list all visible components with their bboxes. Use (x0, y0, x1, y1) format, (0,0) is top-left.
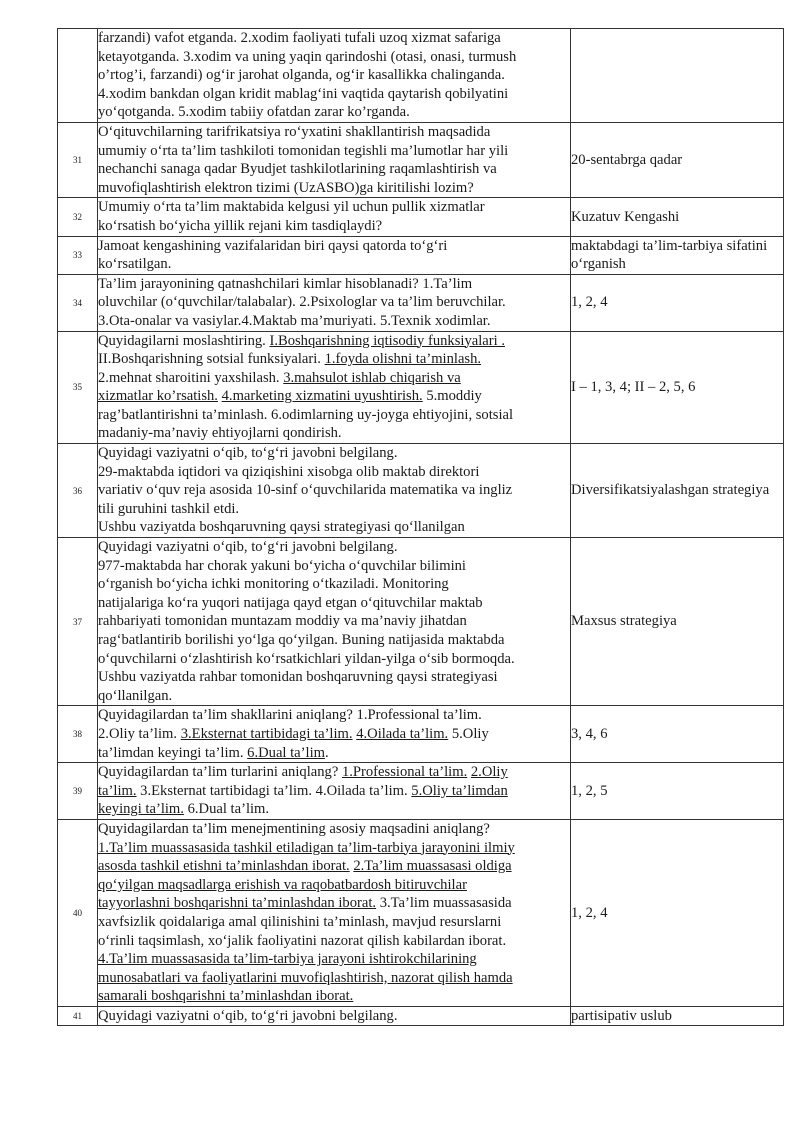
question-line (98, 160, 570, 179)
question-text (98, 331, 571, 444)
question-number: 41 (58, 1006, 98, 1026)
underlined-answer-option: 1.Ta’lim muassasasida tashkil etiladigan ta’lim-tarbiya jarayonini ilmiy (98, 839, 515, 856)
answer-cell: Kuzatuv Kengashi (571, 198, 784, 236)
table-row (58, 198, 784, 236)
question-text-segment: tili guruhini tashkil etdi. (98, 500, 240, 517)
question-line (98, 1007, 570, 1026)
question-line (98, 406, 570, 425)
question-line (98, 932, 570, 951)
question-line (98, 463, 570, 482)
answer-cell: maktabdagi ta’lim-tarbiya sifatini o‘rganish (571, 236, 784, 274)
question-line (98, 275, 570, 294)
question-number: 33 (58, 236, 98, 274)
question-line (98, 782, 570, 801)
question-text-segment: ko‘rsatish bo‘yicha yillik rejani kim tasdiqlaydi? (98, 217, 383, 234)
question-text (98, 29, 571, 123)
question-line (98, 650, 570, 669)
question-text-segment: II.Boshqarishning sotsial funksiyalari. (98, 351, 325, 368)
question-text-segment: 2.mehnat sharoitini yaxshilash. (98, 369, 284, 386)
question-text-segment: rag‘batlantirib borilishi yo‘lga qo‘yilgan. Buning natijasida maktabda (98, 632, 505, 648)
question-line (98, 969, 570, 988)
underlined-answer-option: 2.Ta’lim muassasasi oldiga (353, 858, 512, 875)
question-text-segment: Quyidagi vaziyatni o‘qib, to‘g‘ri javobni belgilang. (98, 539, 398, 556)
table-row (58, 236, 784, 274)
question-text-segment: Ta’lim jarayonining qatnashchilari kimlar hisoblanadi? 1.Ta’lim (98, 275, 473, 292)
underlined-answer-option: 5.Oliy ta’limdan (411, 782, 508, 799)
question-text-segment: 977-maktabda har chorak yakuni bo‘yicha o‘quvchilar bilimini (98, 557, 466, 574)
question-text-segment: 29-maktabda iqtidori va qiziqishini xisobga olib maktab direktori (98, 463, 480, 480)
underlined-answer-option: samarali boshqarishni ta’minlashdan iborat. (98, 988, 354, 1005)
answer-cell: 1, 2, 5 (571, 763, 784, 820)
question-line (98, 424, 570, 443)
underlined-answer-option: 2.Oliy (470, 764, 508, 781)
question-line (98, 312, 570, 331)
question-line (98, 668, 570, 687)
table-row (58, 331, 784, 444)
question-line (98, 950, 570, 969)
underlined-answer-option: I.Boshqarishning iqtisodiy funksiyalari . (269, 332, 505, 349)
question-line (98, 876, 570, 895)
question-line (98, 631, 570, 650)
question-text-segment: ta’limdan keyingi ta’lim. (98, 744, 248, 761)
question-text-segment: ketayotganda. 3.xodim va uning yaqin qarindoshi (otasi, onasi, turmush (98, 48, 517, 65)
questions-table (57, 28, 784, 1026)
underlined-answer-option: munosabatlari va faoliyatlarini muvofiqlashtirish, nazorat qilish hamda (98, 969, 513, 986)
answer-cell: I – 1, 3, 4; II – 2, 5, 6 (571, 331, 784, 444)
question-text (98, 198, 571, 236)
question-line (98, 142, 570, 161)
answer-cell: 1, 2, 4 (571, 274, 784, 331)
question-line (98, 179, 570, 198)
underlined-answer-option: 4.marketing xizmatini uyushtirish. (221, 388, 423, 405)
question-text-segment: O‘qituvchilarning tarifrikatsiya ro‘yxatini shakllantirish maqsadida (98, 123, 491, 140)
question-text-segment: rahbariyati tomonidan muntazam moddiy va ma’naviy jihatdan (98, 613, 467, 630)
question-line (98, 500, 570, 519)
question-line (98, 612, 570, 631)
underlined-answer-option: 3.Eksternat tartibidagi ta’lim. (180, 725, 353, 742)
question-text-segment: qo‘llanilgan. (98, 687, 173, 704)
question-line (98, 706, 570, 725)
answer-cell (571, 29, 784, 123)
question-line (98, 332, 570, 351)
question-number: 34 (58, 274, 98, 331)
question-text (98, 1006, 571, 1026)
question-line (98, 369, 570, 388)
underlined-answer-option: ta’lim. (98, 782, 137, 799)
question-text-segment: madaniy-ma’naviy ehtiyojlarni qondirish. (98, 425, 342, 442)
question-number: 39 (58, 763, 98, 820)
question-text-segment: 3.Ta’lim muassasasida (376, 895, 512, 912)
table-row (58, 444, 784, 538)
question-text-segment: ko‘rsatilgan. (98, 256, 172, 273)
question-line (98, 518, 570, 537)
question-text-segment: o‘quvchilarni o‘zlashtirish ko‘rsatkichlari yildan-yilga o‘sib bormoqda. (98, 650, 515, 667)
underlined-answer-option: 4.Ta’lim muassasasida ta’lim-tarbiya jarayoni ishtirokchilarining (98, 951, 477, 968)
question-text-segment: Quyidagilarni moslashtiring. (98, 332, 270, 349)
question-text-segment: 6.Dual ta’lim. (183, 801, 270, 818)
question-line (98, 538, 570, 557)
question-text-segment: Quyidagilardan ta’lim turlarini aniqlang? (98, 764, 342, 781)
answer-cell: 3, 4, 6 (571, 706, 784, 763)
question-line (98, 987, 570, 1006)
question-number: 40 (58, 819, 98, 1006)
question-line (98, 744, 570, 763)
question-text-segment: nechanchi sanaga qadar Byudjet tashkilotlarining raqamlashtirish va (98, 161, 497, 178)
question-number: 37 (58, 538, 98, 706)
question-text-segment: o‘rinli taqsimlash, xo‘jalik faoliyatini nazorat qilish kabilardan iborat. (98, 932, 507, 949)
question-line (98, 575, 570, 594)
questions-table-body (58, 29, 784, 1026)
answer-cell: partisipativ uslub (571, 1006, 784, 1026)
question-text-segment: Quyidagilardan ta’lim shakllarini aniqlang? 1.Professional ta’lim. (98, 707, 482, 724)
question-text-segment: Ushbu vaziyatda rahbar tomonidan boshqaruvning qaysi strategiyasi (98, 669, 498, 686)
question-line (98, 255, 570, 274)
question-text-segment: muvofiqlashtirish elektron tizimi (UzASBO)ga kiritilishi lozim? (98, 179, 474, 196)
question-line (98, 103, 570, 122)
table-row (58, 538, 784, 706)
question-line (98, 66, 570, 85)
table-row (58, 274, 784, 331)
underlined-answer-option: qo‘yilgan maqsadlarga erishish va raqobatbardosh bitiruvchilar (98, 876, 467, 893)
question-text-segment: 3.Ota-onalar va vasiylar.4.Maktab ma’muriyati. 5.Texnik xodimlar. (98, 312, 491, 329)
question-line (98, 687, 570, 706)
question-text-segment: 3.Eksternat tartibidagi ta’lim. 4.Oilada ta’lim. (136, 782, 412, 799)
question-number: 31 (58, 122, 98, 197)
table-row (58, 763, 784, 820)
question-text (98, 444, 571, 538)
question-text-segment: Quyidagi vaziyatni o‘qib, to‘g‘ri javobni belgilang. (98, 1007, 398, 1024)
question-text-segment: o‘rganish bo‘yicha ichki monitoring o‘tkaziladi. Monitoring (98, 576, 449, 593)
question-number: 38 (58, 706, 98, 763)
question-number: 32 (58, 198, 98, 236)
question-line (98, 857, 570, 876)
question-line (98, 820, 570, 839)
question-number (58, 29, 98, 123)
question-text-segment: 4.xodim bankdan olgan kridit mablag‘ini vaqtida qaytarish qobilyatini (98, 85, 509, 102)
underlined-answer-option: xizmatlar ko’rsatish. (98, 388, 218, 405)
underlined-answer-option: keyingi ta’lim. (98, 801, 184, 818)
question-line (98, 48, 570, 67)
answer-cell: Maxsus strategiya (571, 538, 784, 706)
question-line (98, 481, 570, 500)
question-text (98, 763, 571, 820)
question-text-segment: farzandi) vafot etganda. 2.xodim faoliyati tufali uzoq xizmat safariga (98, 30, 501, 46)
question-text-segment: oluvchilar (o‘quvchilar/talabalar). 2.Psixologlar va ta’lim beruvchilar. (98, 294, 506, 311)
question-line (98, 350, 570, 369)
question-line (98, 29, 570, 48)
question-line (98, 85, 570, 104)
question-text-segment: o’rtog’i, farzandi) og‘ir jarohat olganda, og‘ir kasallikka chalinganda. (98, 67, 505, 84)
underlined-answer-option: 4.Oilada ta’lim. (356, 725, 449, 742)
question-text-segment: Umumiy o‘rta ta’lim maktabida kelgusi yil uchun pullik xizmatlar (98, 199, 485, 216)
question-line (98, 217, 570, 236)
question-text (98, 706, 571, 763)
question-text (98, 274, 571, 331)
question-text-segment: rag’batlantirishni ta’minlash. 6.odimlarning uy-joyga ehtiyojini, sotsial (98, 406, 514, 423)
question-line (98, 594, 570, 613)
underlined-answer-option: tayyorlashni boshqarishni ta’minlashdan iborat. (98, 895, 377, 912)
question-line (98, 293, 570, 312)
underlined-answer-option: 6.Dual ta’lim (247, 744, 325, 761)
underlined-answer-option: 1.foyda olishni ta’minlash. (324, 351, 482, 368)
question-text-segment: . (324, 744, 329, 761)
question-line (98, 198, 570, 217)
question-line (98, 913, 570, 932)
table-row (58, 819, 784, 1006)
table-row (58, 29, 784, 123)
question-text-segment: Ushbu vaziyatda boshqaruvning qaysi strategiyasi qo‘llanilgan (98, 519, 465, 536)
question-text-segment: yo‘qotganda. 5.xodim tabiiy ofatdan zarar ko’rganda. (98, 104, 410, 121)
underlined-answer-option: 1.Professional ta’lim. (341, 764, 468, 781)
question-line (98, 800, 570, 819)
question-text-segment: Quyidagilardan ta’lim menejmentining asosiy maqsadini aniqlang? (98, 820, 490, 837)
question-text (98, 122, 571, 197)
question-line (98, 387, 570, 406)
question-text-segment: natijalariga ko‘ra yuqori natijaga qayd etgan o‘qituvchilar maktab (98, 594, 483, 611)
question-text-segment: xavfsizlik qoidalariga amal qilinishini ta’minlash, mavjud resurslarni (98, 913, 502, 930)
table-row (58, 706, 784, 763)
table-row (58, 122, 784, 197)
question-text (98, 819, 571, 1006)
question-number: 35 (58, 331, 98, 444)
question-line (98, 557, 570, 576)
answer-cell: Diversifikatsiyalashgan strategiya (571, 444, 784, 538)
question-text-segment: 5.Oliy (448, 725, 489, 742)
question-text-segment: umumiy o‘rta ta’lim tashkiloti tomonidan tegishli ma’lumotlar har yili (98, 142, 509, 159)
question-line (98, 123, 570, 142)
question-number: 36 (58, 444, 98, 538)
underlined-answer-option: asosda tashkil etishni ta’minlashdan iborat. (98, 858, 350, 875)
table-row (58, 1006, 784, 1026)
question-line (98, 839, 570, 858)
question-text-segment: Quyidagi vaziyatni o‘qib, to‘g‘ri javobni belgilang. (98, 445, 398, 462)
question-text (98, 236, 571, 274)
question-line (98, 444, 570, 463)
question-line (98, 894, 570, 913)
underlined-answer-option: 3.mahsulot ishlab chiqarish va (283, 369, 461, 386)
question-text-segment: variativ o‘quv reja asosida 10-sinf o‘quvchilarida matematika va ingliz (98, 482, 513, 499)
question-text-segment: 2.Oliy ta’lim. (98, 725, 181, 742)
question-line (98, 725, 570, 744)
question-line (98, 763, 570, 782)
answer-cell: 20-sentabrga qadar (571, 122, 784, 197)
answer-cell: 1, 2, 4 (571, 819, 784, 1006)
question-text-segment: 5.moddiy (422, 388, 482, 405)
question-text-segment: Jamoat kengashining vazifalaridan biri qaysi qatorda to‘g‘ri (98, 237, 448, 254)
question-text (98, 538, 571, 706)
question-line (98, 237, 570, 256)
